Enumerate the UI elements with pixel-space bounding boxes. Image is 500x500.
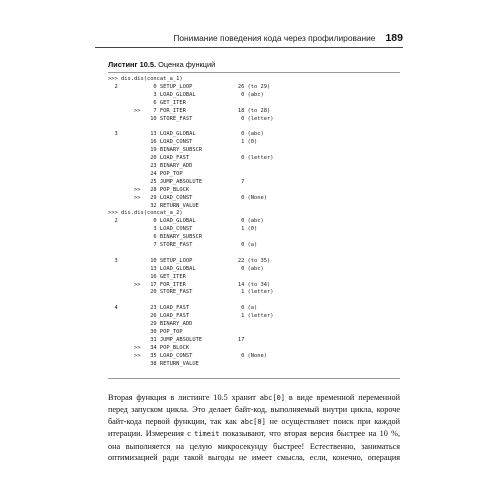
page-header: [95, 30, 403, 46]
paragraph-line: она выполняется на целую микросекунду быстрее! Естественно, заниматься: [108, 441, 400, 451]
paragraph-line: перед запуском цикла. Это делает байт-код, выполняемый внутри цикла, короче: [108, 405, 400, 415]
header-divider: [95, 47, 403, 48]
listing-bottom-divider: [108, 378, 400, 379]
text-segment: Вторая функция в листинге 10.5 хранит: [108, 393, 260, 402]
listing-caption-label: Листинг 10.5.: [108, 60, 157, 69]
listing-top-divider: [108, 72, 400, 73]
paragraph-line: оптимизацией ради такой выгоды не имеет смысла, если, конечно, операция: [108, 453, 400, 463]
inline-code: abc[0]: [240, 417, 266, 426]
inline-code: timeit: [194, 430, 220, 439]
code-listing: >>> dis.dis(concat_a_1) 2 0 SETUP_LOOP 26 (to 29) 3 LOAD_GLOBAL 0 (abc) 6 GET_ITER >> 7 FOR_ITER 18 (to 28) 10 STORE_FAST 0 (letter) 3 13 LOAD_GLOBAL 0 (abc) 16 LOAD_CONST 1 (0) 19 BINARY_SUBSCR 20 LOAD_FAST 0 (letter) 23 BINARY_ADD 24 POP_TOP 25 JUMP_ABSOLUTE 7 >> 28 POP_BLOCK >> 29 LOAD_CONST 0 (None) 32 RETURN_VALUE >>> dis.dis(concat_a_2) 2 0 LOAD_GLOBAL 0 (abc) 3 LOAD_CONST 1 (0) 6 BINARY_SUBSCR 7 STORE_FAST 0 (a) 3 10 SETUP_LOOP 22 (to 35) 13 LOAD_GLOBAL 0 (abc) 16 GET_ITER >> 17 FOR_ITER 14 (to 34) 20 STORE_FAST 1 (letter) 4 23 LOAD_FAST 0 (a) 26 LOAD_FAST 1 (letter) 29 BINARY_ADD 30 POP_TOP 31 JUMP_ABSOLUTE 17 >> 34 POP_BLOCK >> 35 LOAD_CONST 0 (None) 38 RETURN_VALUE: [108, 76, 274, 367]
text-segment: не осуществляет поиск при каждой: [265, 416, 400, 426]
running-header-title: Понимание поведения кода через профилирование: [173, 33, 376, 43]
body-paragraph: [108, 392, 400, 463]
page-number: 189: [385, 32, 403, 44]
text-segment: в виде временной переменной: [285, 393, 400, 402]
inline-code: abc[0]: [259, 394, 286, 402]
text-segment: итерации. Измерения с: [108, 429, 195, 439]
text-segment: байт-кода первой функции, так как: [108, 416, 241, 426]
paragraph-line: [108, 392, 400, 404]
listing-caption: [108, 60, 215, 69]
listing-caption-text: Оценка функций: [156, 60, 216, 69]
paragraph-line: [108, 416, 400, 428]
text-segment: показывают, что вторая версия быстрее на 10 %,: [219, 429, 400, 439]
paragraph-line: [108, 428, 400, 440]
